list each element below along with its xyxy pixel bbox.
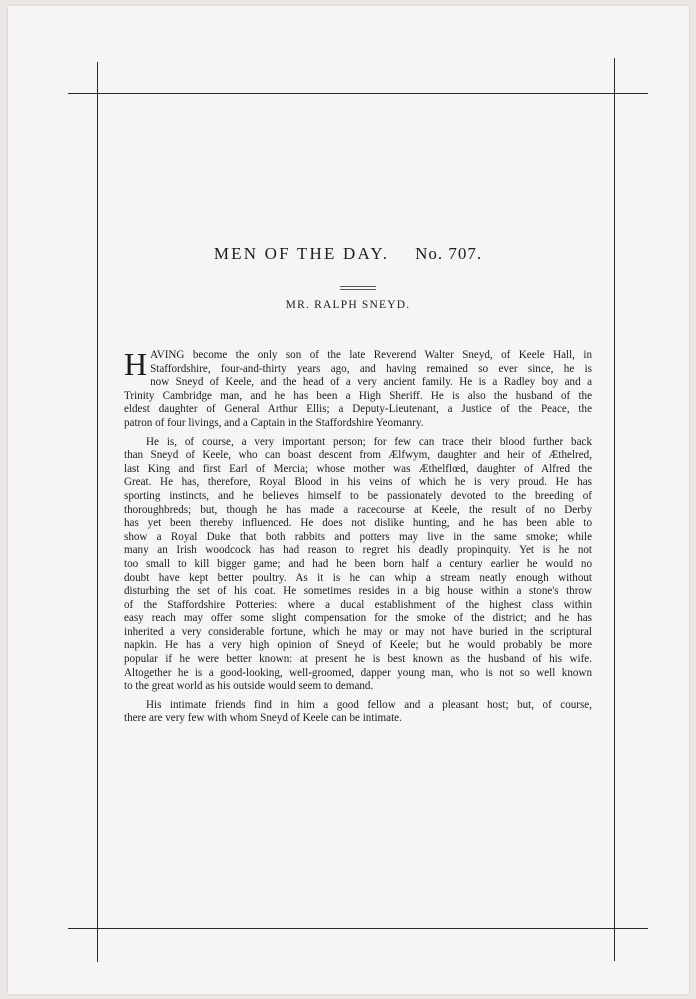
series-title: MEN OF THE DAY. [213,244,390,263]
text-line: disturbing the set of his coat. He sometimes resides in a big house within a stone's throw [124,585,592,598]
subject-name: MR. RALPH SNEYD. [285,299,411,311]
text-line: AVING become the only son of the late Reverend Walter Sneyd, of Keele Hall, in [150,349,592,361]
article-body [124,346,592,731]
text-line: there are very few with whom Sneyd of Keele can be intimate. [124,712,402,725]
text-line: Great. He has, therefore, Royal Blood in his veins of which he is very proud. He has [124,476,592,489]
text-line: Altogether he is a good-looking, well-groomed, dapper young man, who is not so well known [124,666,592,679]
text-line: now Sneyd of Keele, and the head of a very ancient family. He is a Radley boy and a [150,376,592,389]
text-line: show a Royal Duke that both rabbits and potters may live in the same smoke; while [124,530,592,543]
text-line: to the great world as his outside would seem to demand. [124,680,374,693]
article-paragraph [124,436,592,694]
article-paragraph [124,346,592,431]
text-line: inherited a very considerable fortune, which he may or may not have buried in the scriptural [124,625,592,638]
text-line: His intimate friends find in him a good fellow and a pleasant host; but, of course, [146,698,592,711]
text-line: last King and first Earl of Mercia; whose mother was Æthelflœd, daughter of Alfred the [124,462,592,475]
text-line: eldest daughter of General Arthur Ellis; a Deputy-Lieutenant, a Justice of the Peace, the [124,403,592,416]
issue-number: No. 707. [415,244,483,263]
frame-top-rule [68,93,648,94]
text-line: Staffordshire, four-and-thirty years ago, and having remained so ever since, he is [150,362,592,375]
frame-right-rule [614,58,615,961]
text-line: doubt have kept better poultry. As it is he can whip a stream neatly enough without [124,571,592,584]
text-line: than Sneyd of Keele, who can boast descent from Ælfwym, daughter and heir of Æthelred, [124,449,592,462]
text-line: sporting instincts, and he believes himself to be passionately devoted to the breeding of [124,489,592,502]
text-line: too small to kill bigger game; and had he been born half a century earlier he would no [124,557,592,570]
text-line: He is, of course, a very important person; for few can trace their blood further back [146,435,592,448]
title-separator-1 [340,286,376,287]
text-line: thoroughbreds; but, though he has made a racecourse at Keele, the result of no Derby [124,503,592,516]
text-line: of the Staffordshire Potteries: where a ducal establishment of the highest class within [124,598,592,611]
drop-cap: H [124,346,148,382]
text-line: has yet been thereby influenced. He does not dislike hunting, and he has been able to [124,517,592,530]
article-paragraph [124,699,592,726]
text-line: napkin. He has a very high opinion of Sneyd of Keele; but he would probably be more [124,639,592,652]
title-separator-2 [340,289,376,290]
frame-bottom-rule [68,928,648,929]
text-line: many an Irish woodcock has had reason to regret his deadly propinquity. Yet is he not [124,544,592,557]
frame-left-rule [97,62,98,962]
text-line: patron of four livings, and a Captain in the Staffordshire Yeomanry. [124,416,424,429]
text-line: popular if he were better known: at present he is best known as the husband of his wife. [124,653,592,666]
text-line: easy reach may offer some slight compensation for the smoke of the district; and he has [124,612,592,625]
text-line: Trinity Cambridge man, and he has been a High Sheriff. He is also the husband of the [124,389,592,402]
page-title [0,244,696,264]
